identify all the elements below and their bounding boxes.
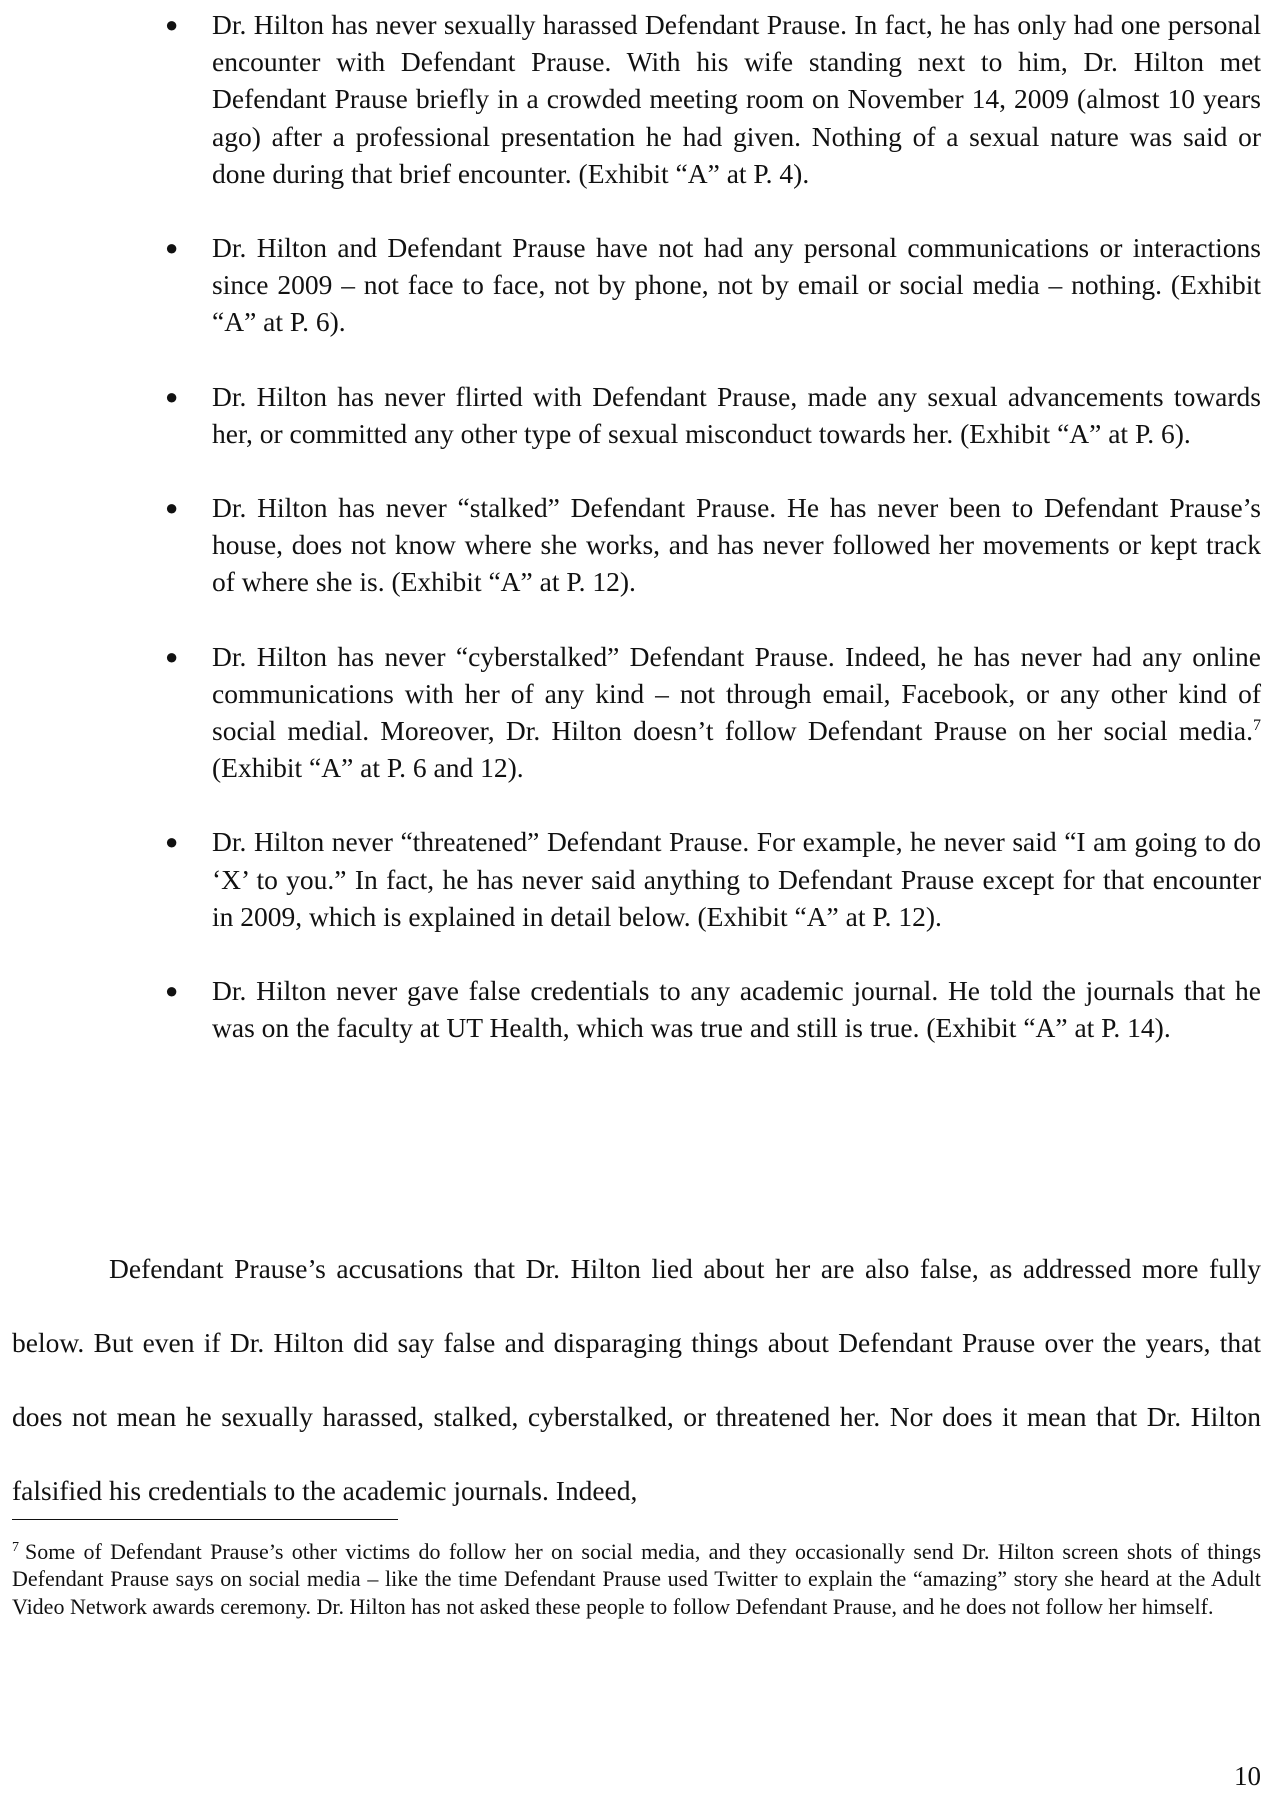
bullet-text: Dr. Hilton has never “cyberstalked” Defendant Prause. Indeed, he has never had any online communications with her of any kind – not through email, Facebook, or any other kind of social medial. Moreover, Dr. Hilton doesn’t follow Defendant Prause on her social media. <box>212 640 1261 747</box>
bullet-dot-icon: ● <box>165 643 179 669</box>
footnote-marker: 7 <box>12 1539 19 1555</box>
bullet-text: Dr. Hilton has never “stalked” Defendant Prause. He has never been to Defendant Prause’s house, does not know where she works, and has never followed her movements or kept track of where she is. (Exhibit “A” at P. 12). <box>212 492 1261 598</box>
bullet-list <box>0 6 1277 1083</box>
bullet-item <box>0 6 1277 192</box>
footnote <box>12 1538 1261 1620</box>
footnote-separator <box>12 1519 398 1520</box>
bullet-text: Dr. Hilton never gave false credentials to any academic journal. He told the journals that he was on the faculty at UT Health, which was true and still is true. (Exhibit “A” at P. 14). <box>212 975 1261 1044</box>
bullet-text: Dr. Hilton never “threatened” Defendant Prause. For example, he never said “I am going to do ‘X’ to you.” In fact, he has never said anything to Defendant Prause except for that encounter in 2009, which is explained in detail below. (Exhibit “A” at P. 12). <box>212 826 1261 932</box>
bullet-dot-icon: ● <box>165 12 179 37</box>
bullet-item <box>0 378 1277 452</box>
bullet-item <box>0 229 1277 341</box>
bullet-text: Dr. Hilton and Defendant Prause have not had any personal communications or interactions since 2009 – not face to face, not by phone, not by email or social media – nothing. (Exhibit “A” at P. 6). <box>212 232 1261 338</box>
bullet-item <box>0 489 1277 601</box>
bullet-item <box>0 972 1277 1046</box>
bullet-dot-icon: ● <box>165 978 179 1004</box>
footnote-reference[interactable]: 7 <box>1253 716 1261 734</box>
bullet-item <box>0 638 1277 787</box>
bullet-text-tail: (Exhibit “A” at P. 6 and 12). <box>212 752 524 784</box>
bullet-text: Dr. Hilton has never sexually harassed Defendant Prause. In fact, he has only had one personal encounter with Defendant Prause. With his wife standing next to him, Dr. Hilton met Defendant Prause briefly in a crowded meeting room on November 14, 2009 (almost 10 years ago) after a professional presentation he had given. Nothing of a sexual nature was said or done during that brief encounter. (Exhibit “A” at P. 4). <box>212 9 1261 189</box>
bullet-item <box>0 823 1277 935</box>
bullet-text: Dr. Hilton has never flirted with Defendant Prause, made any sexual advancements towards her, or committed any other type of sexual misconduct towards her. (Exhibit “A” at P. 6). <box>212 380 1261 449</box>
bullet-dot-icon: ● <box>165 235 179 261</box>
body-paragraph: Defendant Prause’s accusations that Dr. Hilton lied about her are also false, as addressed more fully below. But even if Dr. Hilton did say false and disparaging things about Defendant Prause over the years, that does not mean he sexually harassed, stalked, cyberstalked, or threatened her. Nor does it mean that Dr. Hilton falsified his credentials to the academic journals. Indeed, <box>12 1253 1261 1506</box>
footnote-text: Some of Defendant Prause’s other victims do follow her on social media, and they occasionally send Dr. Hilton screen shots of things Defendant Prause says on social media – like the time Defendant Prause used Twitter to explain the “amazing” story she heard at the Adult Video Network awards ceremony. Dr. Hilton has not asked these people to follow Defendant Prause, and he does not follow her himself. <box>12 1539 1261 1619</box>
bullet-dot-icon: ● <box>165 383 179 409</box>
bullet-dot-icon: ● <box>165 829 179 855</box>
page-number: 10 <box>1234 1761 1261 1791</box>
bullet-dot-icon: ● <box>165 495 179 521</box>
